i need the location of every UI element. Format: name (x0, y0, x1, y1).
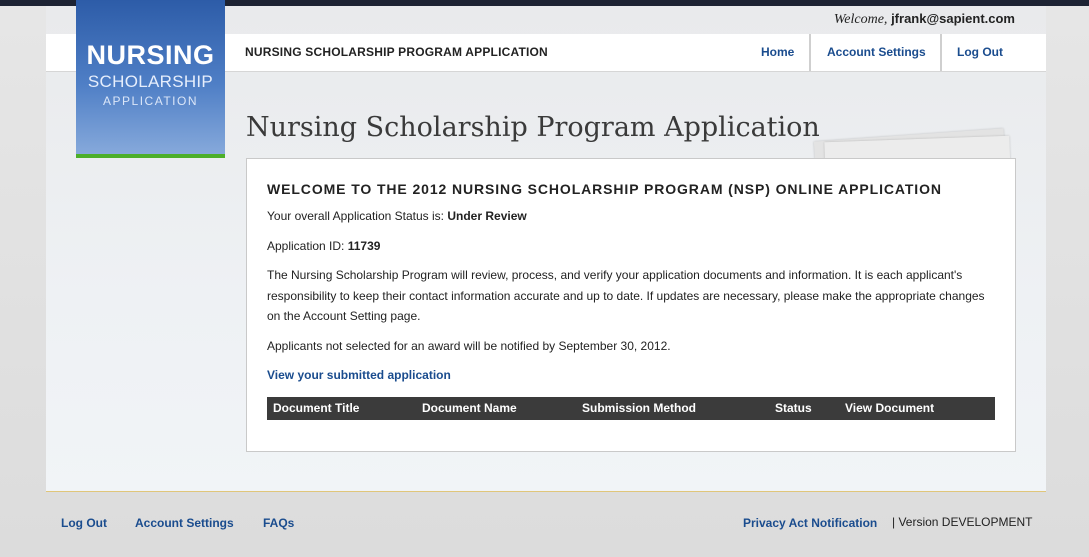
logo-line-application: APPLICATION (103, 94, 198, 108)
footer-divider (46, 491, 1046, 492)
column-document-title: Document Title (273, 401, 360, 415)
nav-home[interactable]: Home (761, 45, 795, 59)
award-notice: Applicants not selected for an award will be notified by September 30, 2012. (267, 339, 671, 353)
welcome-word: Welcome, (833, 12, 888, 27)
program-title: NURSING SCHOLARSHIP PROGRAM APPLICATION (245, 45, 548, 59)
username: jfrank@sapient.com (891, 11, 1015, 26)
nav-log-out[interactable]: Log Out (957, 45, 1003, 59)
review-info-paragraph: The Nursing Scholarship Program will review, process, and verify your application documents and information. It is each applicant's responsibility to keep their contact information accurate and up to date. If updates are necessary, please make the appropriate changes on the Account Setting page. (267, 268, 985, 323)
status-label: Your overall Application Status is: (267, 209, 444, 223)
footer-log-out[interactable]: Log Out (61, 516, 107, 530)
logo-line-scholarship: SCHOLARSHIP (87, 72, 214, 91)
application-status-line (267, 209, 527, 223)
logo-line-nursing: NURSING (86, 40, 215, 70)
version-text: | Version DEVELOPMENT (892, 515, 1033, 529)
nav-divider (940, 34, 942, 71)
documents-table-header (267, 397, 995, 420)
nav-account-settings[interactable]: Account Settings (827, 45, 926, 59)
view-submitted-application-link[interactable]: View your submitted application (267, 368, 451, 382)
application-id-line (267, 239, 380, 253)
column-status: Status (775, 401, 812, 415)
card-heading: WELCOME TO THE 2012 NURSING SCHOLARSHIP PROGRAM (NSP) ONLINE APPLICATION (267, 181, 942, 197)
footer-account-settings[interactable]: Account Settings (135, 516, 234, 530)
logo-accent-bar (76, 154, 225, 158)
column-view-document: View Document (845, 401, 935, 415)
welcome-message (834, 11, 1015, 28)
column-document-name: Document Name (422, 401, 517, 415)
status-value: Under Review (447, 209, 527, 223)
application-status-card (246, 158, 1016, 452)
application-id-value: 11739 (347, 239, 381, 253)
application-id-label: Application ID: (267, 239, 345, 253)
privacy-act-notification-link[interactable]: Privacy Act Notification (743, 516, 878, 530)
nav-divider (809, 34, 811, 71)
nursing-scholarship-logo[interactable] (76, 0, 225, 154)
footer-faqs[interactable]: FAQs (263, 516, 295, 530)
column-submission-method: Submission Method (582, 401, 696, 415)
page-title: Nursing Scholarship Program Application (246, 112, 820, 143)
